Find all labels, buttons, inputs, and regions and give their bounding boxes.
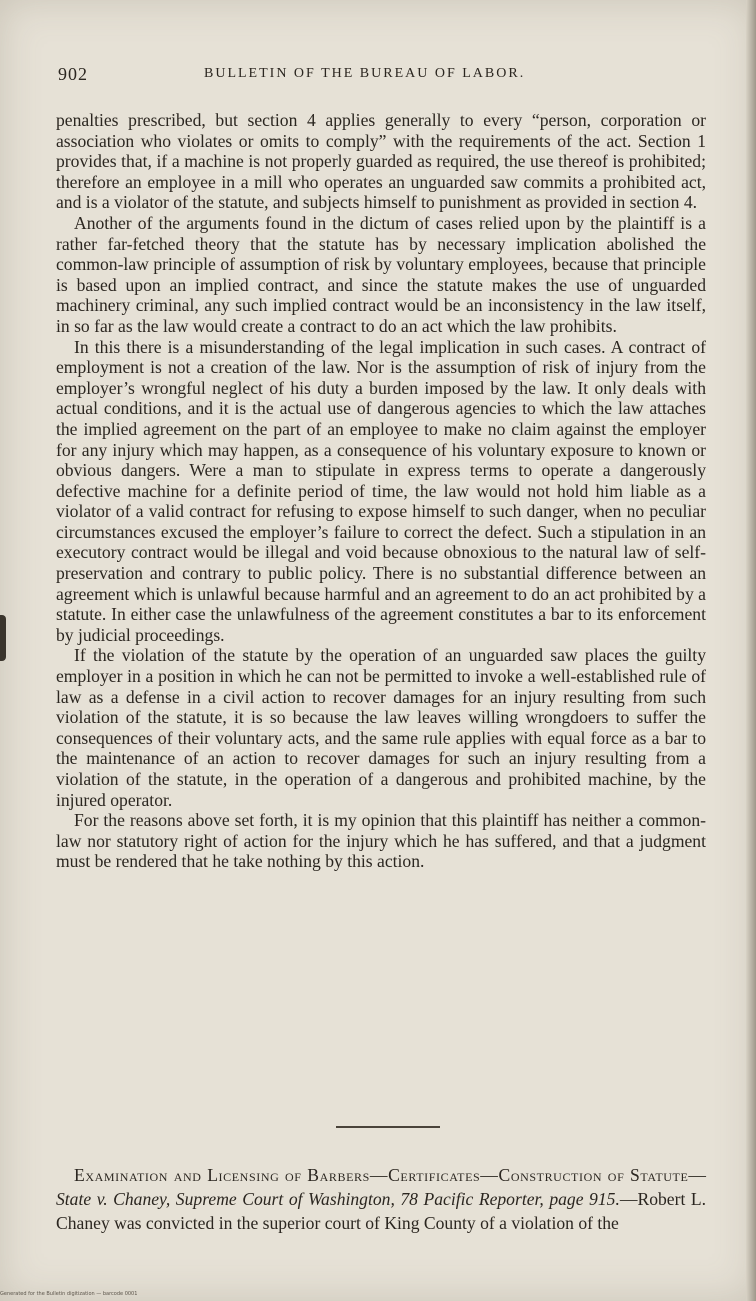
paragraph: Another of the arguments found in the dictum of cases relied upon by the plaintiff is a rather far-fetched theory that the statute has by necessary implication abolished the common-law principle of assumption of risk by voluntary employees, because that principle is based upon an implied contract, and since the statute makes the use of unguarded machinery criminal, any such implied contract would be an inconsistency in the law itself, in so far as the law would create a contract to do an act which the law prohibits. xyxy=(56,212,706,336)
case-title: Examination and Licensing of Barbers—Certificates—Construction of Statute xyxy=(74,1165,689,1185)
body-text xyxy=(56,110,706,872)
paragraph: In this there is a misunderstanding of the legal implication in such cases. A contract of employment is not a creation of the law. Nor is the assumption of risk of injury from the employer’s wrongful neglect of his duty a burden imposed by the law. It only deals with actual conditions, and it is the actual use of dangerous agencies to which the law attaches the implied agreement on the part of an employee to make no claim against the employer for any injury which may happen, as a consequence of his voluntary exposure to known or obvious dangers. Were a man to stipulate in express terms to operate a dangerously defective machine for a definite period of time, the law would not hold him liable as a violator of a valid contract for refusing to expose himself to such danger, when no peculiar circumstances excused the employer’s failure to correct the defect. Such a stipulation in an executory contract would be illegal and void because obnoxious to the natural law of self-preservation and contrary to public policy. There is no substantial difference between an agreement which is unlawful because harmful and an agreement to do an act prohibited by a statute. In either case the unlawfulness of the agreement constitutes a bar to its enforcement by judicial proceedings. xyxy=(56,336,706,645)
running-head: BULLETIN OF THE BUREAU OF LABOR. xyxy=(204,66,526,81)
paragraph: For the reasons above set forth, it is my opinion that this plaintiff has neither a common-law nor statutory right of action for the injury which he has suffered, and that a judgment must be rendered that he take nothing by this action. xyxy=(56,810,706,872)
case-citation: State v. Chaney, Supreme Court of Washington, 78 Pacific Reporter, page 915. xyxy=(56,1189,620,1209)
binding-mark xyxy=(0,615,6,661)
page-number: 902 xyxy=(58,64,88,84)
page-header xyxy=(58,64,704,88)
case-heading xyxy=(56,1163,706,1235)
paragraph-continued: penalties prescribed, but section 4 applies generally to every “person, corporation or association who violates or omits to comply” with the requirements of the act. Section 1 provides that, if a machine is not properly guarded as required, the use thereof is prohibited; therefore an employee in a mill who operates an unguarded saw commits a prohibited act, and is a violator of the statute, and subjects himself to punishment as provided in section 4. xyxy=(56,110,706,213)
section-divider xyxy=(336,1126,440,1128)
page-edge-shadow xyxy=(746,0,756,1301)
paragraph: If the violation of the statute by the operation of an unguarded saw places the guilty employer in a position in which he can not be permitted to invoke a well-established rule of law as a defense in a civil action to recover damages for an injury resulting from such violation of the statute, it is so because the law leaves willing wrongdoers to suffer the consequences of their voluntary acts, and the same rule applies with equal force as a bar to the maintenance of an action to recover damages for such an injury resulting from a violation of the statute, in the operation of a dangerous and prohibited machine, by the injured operator. xyxy=(56,645,706,810)
case-separator: — xyxy=(688,1165,706,1185)
scan-footer-strip: Generated for the Bulletin digitization — barcode 0001 xyxy=(0,1291,138,1297)
case-text: Robert L. Chaney was convicted in the superior court of King County of a violation of the xyxy=(56,1189,707,1233)
case-dash: — xyxy=(619,1189,638,1209)
